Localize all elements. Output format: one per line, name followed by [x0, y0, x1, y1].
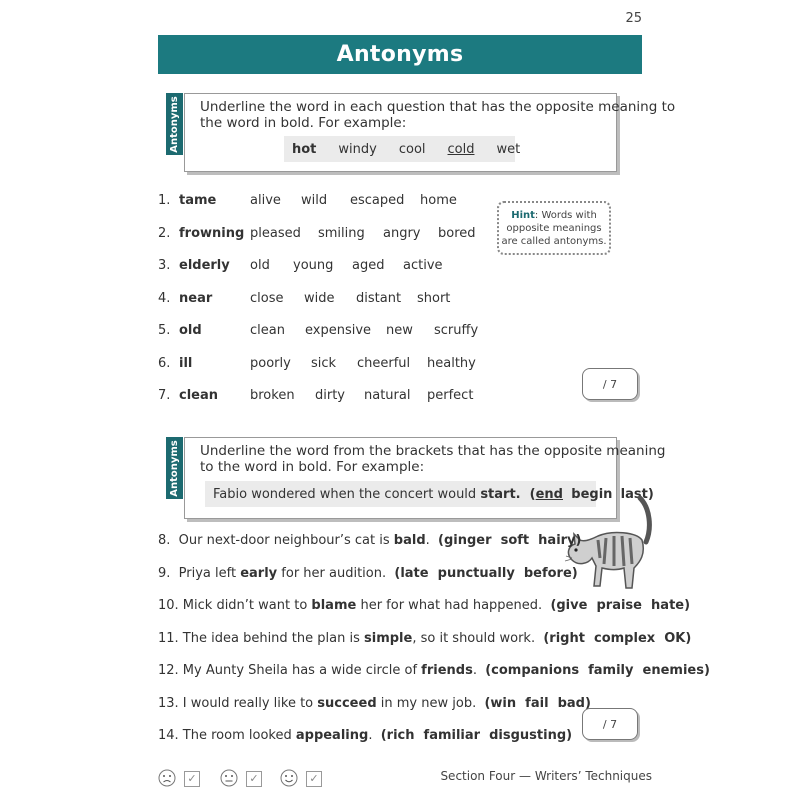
- answer-options[interactable]: (right complex OK): [543, 630, 692, 646]
- score-box-1[interactable]: / 7: [582, 368, 638, 400]
- example-option: wet: [496, 141, 521, 157]
- answer-option[interactable]: broken: [250, 388, 295, 403]
- score-box-2[interactable]: / 7: [582, 708, 638, 740]
- answer-option[interactable]: escaped: [350, 193, 405, 208]
- example-option: windy: [338, 141, 377, 157]
- answer-option[interactable]: dirty: [315, 388, 345, 403]
- example-box-1: [284, 136, 521, 162]
- sentence-text: 9. Priya left: [158, 565, 241, 581]
- sentence-text: 10. Mick didn’t want to: [158, 598, 312, 613]
- instruction-text-2: Underline the word from the brackets that has the opposite meaning to the word in bold. For example:: [200, 443, 666, 475]
- checkbox[interactable]: ✓: [184, 771, 200, 787]
- answer-option[interactable]: home: [420, 193, 457, 208]
- answer-option[interactable]: active: [403, 258, 443, 273]
- example-option: cool: [398, 141, 426, 157]
- sentence-text: .: [368, 728, 381, 743]
- checkbox[interactable]: ✓: [306, 771, 322, 787]
- neutral-face-icon[interactable]: [220, 769, 238, 787]
- answer-option[interactable]: healthy: [427, 355, 476, 371]
- sentence-text: .: [425, 533, 439, 548]
- sentence-text: 12. My Aunty Sheila has a wide circle of: [158, 663, 422, 678]
- sentence-question: [158, 631, 691, 646]
- sentence-text: in my new job.: [376, 695, 485, 711]
- answer-option[interactable]: perfect: [427, 388, 474, 403]
- question-word: simple: [364, 630, 413, 646]
- hint-box: Hint: Words with opposite meanings are called antonyms.: [497, 201, 611, 255]
- answer-option[interactable]: smiling: [318, 225, 365, 241]
- answer-options[interactable]: (late punctually before): [394, 565, 578, 581]
- sentence-text: 13. I would really like to: [158, 695, 318, 711]
- footer-section-title: Section Four — Writers’ Techniques: [440, 769, 652, 783]
- example-word: hot: [292, 141, 317, 157]
- answer-option[interactable]: bored: [438, 225, 476, 241]
- question-number: 5.: [158, 323, 171, 338]
- sentence-text: .: [472, 663, 486, 678]
- sentence-text: her for what had happened.: [356, 598, 551, 613]
- question-word: bald: [393, 533, 426, 548]
- sentence-text: 11. The idea behind the plan is: [158, 630, 364, 646]
- answer-option[interactable]: scruffy: [434, 323, 479, 338]
- answer-option[interactable]: angry: [383, 225, 421, 241]
- question-number: 1.: [158, 193, 171, 208]
- answer-option[interactable]: close: [250, 290, 284, 306]
- answer-option[interactable]: wide: [304, 290, 335, 306]
- page-title: Antonyms: [336, 42, 464, 67]
- sentence-question: [158, 598, 690, 613]
- answer-option[interactable]: new: [386, 323, 413, 338]
- answer-option[interactable]: distant: [356, 290, 402, 306]
- example-answer: end: [535, 486, 563, 502]
- answer-option[interactable]: clean: [250, 323, 285, 338]
- question-number: 3.: [158, 258, 171, 273]
- sentence-text: 14. The room looked: [158, 728, 296, 743]
- answer-option[interactable]: pleased: [250, 225, 301, 241]
- answer-option[interactable]: sick: [311, 355, 337, 371]
- page-number: 25: [625, 11, 642, 26]
- question-word: frowning: [179, 225, 245, 241]
- question-word: blame: [311, 598, 357, 613]
- sentence-text: , so it should work.: [412, 630, 544, 646]
- instruction-text-1: Underline the word in each question that has the opposite meaning to the word in bold. For example:: [200, 99, 676, 131]
- answer-option[interactable]: natural: [364, 388, 411, 403]
- answer-option[interactable]: poorly: [250, 355, 291, 371]
- question-word: succeed: [317, 695, 377, 711]
- answer-option[interactable]: alive: [250, 193, 281, 208]
- checkbox[interactable]: ✓: [246, 771, 262, 787]
- sentence-question: [158, 533, 581, 548]
- answer-options[interactable]: (win fail bad): [484, 695, 591, 711]
- sentence-question: [158, 696, 591, 711]
- question-number: 2.: [158, 225, 171, 241]
- question-number: 6.: [158, 355, 171, 371]
- question-word: clean: [179, 388, 219, 403]
- answer-options[interactable]: (give praise hate): [550, 598, 691, 613]
- sentence-question: [158, 566, 578, 581]
- sentence-question: [158, 663, 710, 678]
- sad-face-icon[interactable]: [158, 769, 176, 787]
- question-word: near: [179, 290, 213, 306]
- question-word: old: [179, 323, 202, 338]
- answer-option[interactable]: young: [293, 258, 334, 273]
- question-number: 7.: [158, 388, 171, 403]
- answer-option[interactable]: cheerful: [357, 355, 411, 371]
- answer-options[interactable]: (rich familiar disgusting): [380, 728, 573, 743]
- answer-option[interactable]: wild: [301, 193, 328, 208]
- sentence-question: [158, 728, 572, 743]
- answer-option[interactable]: old: [250, 258, 270, 273]
- section-tab-label: Antonyms: [169, 439, 180, 497]
- sentence-text: 8. Our next-door neighbour’s cat is: [158, 533, 394, 548]
- example-box-2: Fabio wondered when the concert would start . ( end begin last ): [205, 481, 596, 507]
- question-word: tame: [179, 193, 217, 208]
- question-word: elderly: [179, 258, 230, 273]
- question-word: friends: [421, 663, 473, 678]
- question-word: early: [240, 565, 278, 581]
- answer-option[interactable]: expensive: [305, 323, 372, 338]
- section-tab-1: [166, 93, 183, 155]
- title-banner: [158, 35, 642, 74]
- sentence-text: for her audition.: [277, 565, 395, 581]
- answer-options[interactable]: (ginger soft hairy): [438, 533, 582, 548]
- question-word: ill: [179, 355, 193, 371]
- question-number: 4.: [158, 290, 171, 306]
- example-answer: cold: [447, 141, 475, 157]
- question-word: appealing: [295, 728, 369, 743]
- section-tab-label: Antonyms: [169, 95, 180, 153]
- happy-face-icon[interactable]: [280, 769, 298, 787]
- answer-option[interactable]: short: [417, 290, 451, 306]
- answer-option[interactable]: aged: [352, 258, 385, 273]
- section-tab-2: [166, 437, 183, 499]
- answer-options[interactable]: (companions family enemies): [485, 663, 710, 678]
